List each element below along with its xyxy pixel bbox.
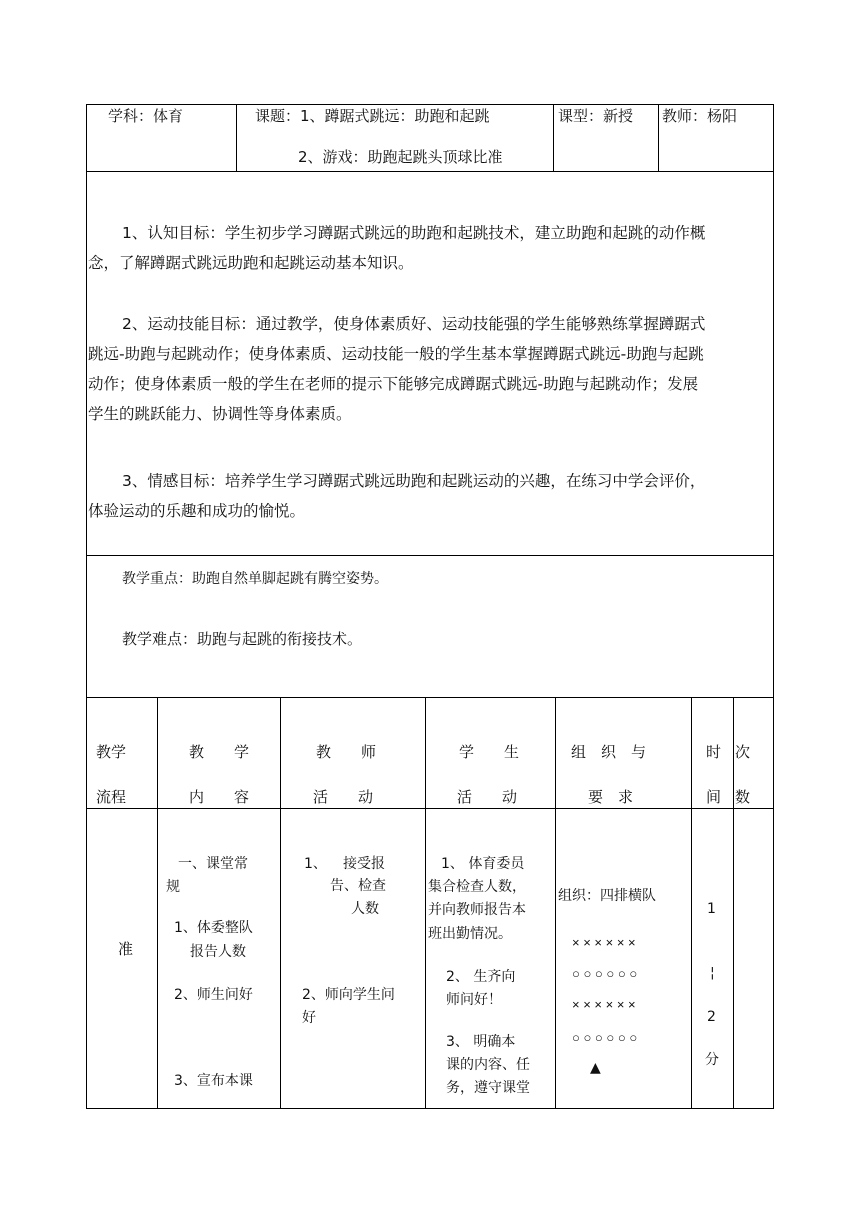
table-rule [658, 104, 659, 171]
lesson-type: 课型：新授 [558, 107, 634, 125]
objective-line: 3、情感目标：培养学生学习蹲踞式跳远助跑和起跳运动的兴趣，在练习中学会评价， [122, 472, 706, 490]
time-value: ¦ [710, 965, 715, 981]
teacher-activity-item: 1、 [304, 856, 327, 872]
table-rule [280, 697, 281, 1108]
content-item: 报告人数 [190, 944, 246, 960]
teacher-activity-item: 好 [302, 1010, 316, 1026]
formation-row: ○ ○ ○ ○ ○ ○ [572, 966, 638, 981]
student-activity-item: 1、 体育委员 [441, 856, 525, 872]
header-student-1: 学 生 [459, 743, 520, 761]
header-count-1: 次 [735, 743, 751, 761]
objective-line: 念，了解蹲踞式跳远助跑和起跳运动基本知识。 [88, 254, 414, 272]
header-flow-2: 流程 [96, 788, 127, 806]
formation-row: × × × × × × [572, 997, 636, 1012]
teacher-activity-item: 2、师向学生问 [302, 987, 395, 1003]
student-activity-item: 2、 生齐向 [446, 969, 516, 985]
content-item: 2、师生问好 [174, 987, 253, 1003]
objective-line: 体验运动的乐趣和成功的愉悦。 [88, 502, 306, 520]
formation-row: × × × × × × [572, 935, 636, 950]
objective-line: 1、认知目标：学生初步学习蹲踞式跳远的助跑和起跳技术，建立助跑和起跳的动作概 [122, 224, 706, 242]
subject-label: 学科：体育 [108, 107, 184, 125]
header-content-2: 内 容 [189, 788, 250, 806]
objective-line: 跳远-助跑与起跳动作；使身体素质、运动技能一般的学生基本掌握蹲踞式跳远-助跑与起跳 [88, 345, 704, 363]
objective-affective [88, 466, 705, 526]
teacher-activity-item: 人数 [351, 901, 379, 917]
topic-line-2: 2、游戏：助跑起跳头顶球比准 [298, 148, 503, 166]
table-rule [733, 697, 734, 1108]
content-item: 一、课堂常 [178, 856, 248, 872]
objective-line: 2、运动技能目标：通过教学，使身体素质好、运动技能强的学生能够熟练掌握蹲踞式 [122, 315, 706, 333]
formation-row: ○ ○ ○ ○ ○ ○ [572, 1030, 638, 1045]
key-point: 教学重点：助跑自然单脚起跳有腾空姿势。 [122, 571, 388, 587]
objective-line: 动作；使身体素质一般的学生在老师的提示下能够完成蹲踞式跳远-助跑与起跳动作；发展 [88, 375, 699, 393]
table-border-top [86, 104, 774, 105]
student-activity-item: 师问好！ [446, 992, 502, 1008]
table-rule [691, 697, 692, 1108]
topic-line-1: 课题：1、蹲踞式跳远：助跑和起跳 [255, 107, 490, 125]
student-activity-item: 班出勤情况。 [428, 926, 512, 942]
content-item: 规 [166, 879, 180, 895]
teacher-position-icon: ▲ [590, 1060, 601, 1076]
student-activity-item: 并向教师报告本 [428, 902, 526, 918]
header-organization-1: 组 织 与 [571, 743, 647, 761]
table-rule [86, 555, 774, 556]
objective-cognitive [88, 218, 705, 278]
formation-title: 组织：四排横队 [558, 887, 656, 903]
time-value: 分 [705, 1052, 719, 1068]
difficulty-point: 教学难点：助跑与起跳的衔接技术。 [122, 630, 363, 648]
table-rule [86, 697, 774, 698]
objective-line: 学生的跳跃能力、协调性等身体素质。 [88, 405, 352, 423]
table-border-bottom [86, 1108, 774, 1109]
header-teacher-2: 活 动 [313, 788, 374, 806]
table-rule [86, 808, 774, 809]
table-rule [555, 697, 556, 1108]
table-rule [553, 104, 554, 171]
header-time-2: 间 [706, 788, 722, 806]
table-border-left [86, 104, 87, 1109]
table-rule [157, 697, 158, 1108]
table-rule [86, 171, 774, 172]
header-count-2: 数 [735, 788, 751, 806]
header-organization-2: 要 求 [588, 788, 634, 806]
teacher-activity-item: 告、检查 [330, 878, 386, 894]
stage-label: 准 [118, 940, 134, 958]
student-activity-item: 3、 明确本 [446, 1034, 516, 1050]
student-activity-item: 集合检查人数， [428, 879, 526, 895]
table-border-right [773, 104, 774, 1109]
table-rule [236, 104, 237, 171]
header-teacher-1: 教 师 [316, 743, 377, 761]
teacher-name: 教师：杨阳 [662, 107, 738, 125]
content-item: 1、体委整队 [174, 920, 253, 936]
objective-skill [88, 309, 705, 429]
header-time-1: 时 [706, 743, 722, 761]
student-activity-item: 课的内容、任 [446, 1057, 530, 1073]
time-value: 2 [707, 1009, 716, 1025]
teacher-activity-item: 接受报 [343, 856, 385, 872]
header-student-2: 活 动 [457, 788, 518, 806]
table-rule [425, 697, 426, 1108]
header-content-1: 教 学 [189, 743, 250, 761]
header-flow-1: 教学 [96, 743, 127, 761]
time-value: 1 [707, 901, 716, 917]
student-activity-item: 务，遵守课堂 [446, 1080, 530, 1096]
content-item: 3、宣布本课 [174, 1073, 253, 1089]
